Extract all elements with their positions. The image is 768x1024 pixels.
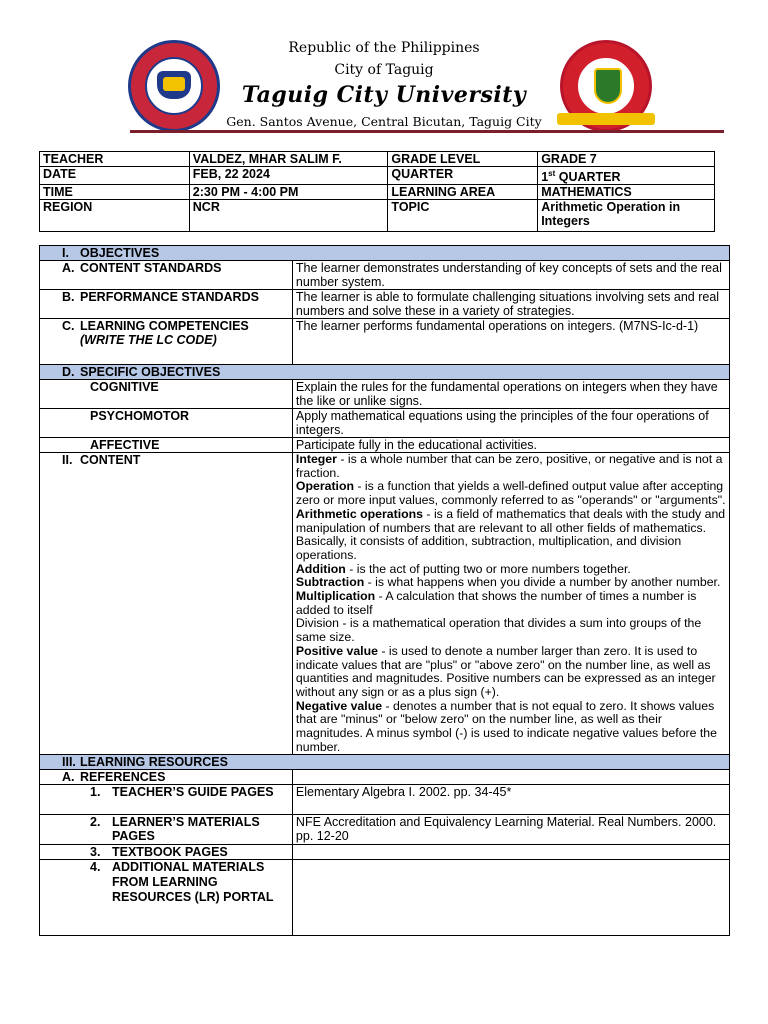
definition-item: Negative value - denotes a number that is not equal to zero. It shows values that are "minus" or "below zero" on the number line, as well as their magnitudes. A minus symbol (-) is used to indicate negative values before the number. <box>295 698 717 754</box>
cognitive-row: COGNITIVE Explain the rules for the fundamental operations on integers when they have the like or unlike signs. <box>40 380 730 409</box>
definition-item: Division - is a mathematical operation that divides a sum into groups of the same size. <box>295 616 702 645</box>
additional-materials-text <box>292 860 729 936</box>
teachers-guide-text: Elementary Algebra I. 2002. pp. 34-45* <box>292 785 729 815</box>
university-address: Gen. Santos Avenue, Central Bicutan, Taguig City <box>226 114 542 129</box>
cognitive-text: Explain the rules for the fundamental operations on integers when they have the like or unlike signs. <box>292 380 729 409</box>
document-header <box>0 0 768 140</box>
affective-row: AFFECTIVE Participate fully in the educational activities. <box>40 438 730 453</box>
content-definitions <box>292 453 729 755</box>
city-line: City of Taguig <box>334 62 434 78</box>
grade-level-value: GRADE 7 <box>538 152 715 167</box>
content-standards-row: A. CONTENT STANDARDS The learner demonstrates understanding of key concepts of sets and the real number system. <box>40 261 730 290</box>
topic-value: Arithmetic Operation in Integers <box>538 200 715 232</box>
content-standards-text: The learner demonstrates understanding of key concepts of sets and the real number system. <box>292 261 729 290</box>
objectives-row: I. OBJECTIVES <box>40 246 730 261</box>
lesson-info-table <box>39 151 715 232</box>
learning-area-value: MATHEMATICS <box>538 185 715 200</box>
time-value: 2:30 PM - 4:00 PM <box>189 185 388 200</box>
textbook-text <box>292 845 729 860</box>
taguig-city-university-seal <box>560 40 652 132</box>
definition-item: Operation - is a function that yields a well-defined output value after accepting zero or more input values, commonly referred to as "operands" or "arguments". <box>295 479 726 508</box>
learning-competencies-row: C. LEARNING COMPETENCIES (WRITE THE LC CODE) The learner performs fundamental operations on integers. (M7NS-Ic-d-1) <box>40 319 730 365</box>
learning-competencies-text: The learner performs fundamental operations on integers. (M7NS-Ic-d-1) <box>292 319 729 365</box>
teacher-label: TEACHER <box>40 152 190 167</box>
content-row: II. CONTENT Integer - is a whole number that can be zero, positive, or negative and is not a fraction. Operation - is a function that yields a well-defined output value after accepting zero or more input values, commonly referred to as "operands" or "arguments". Arithmetic operations - is a field of mathematics that deals with the study and manipulation of numbers that are relevant to all other fields of mathematics. Basically, it consists of addition, subtraction, multiplication, and division operations. Addition - is the act of putting two or more numbers together. Subtraction - is what happens when you divide a number by another number. Multiplication - A calculation that shows the number of times a number is added to itself Division - is a mathematical operation that divides a sum into groups of the same size. Positive value - is used to denote a number larger than zero. It is used to indicate values that are "plus" or "above zero" on the number line, as well as quantities and magnitudes. Positive numbers can be expressed as an integer without any sign or as a plus sign (+). Negative value - denotes a number that is not equal to zero. It shows values that are "minus" or "below zero" on the number line, as well as their magnitudes. A minus symbol (-) is used to indicate negative values before the number. <box>40 453 730 755</box>
university-name: Taguig City University <box>241 82 527 108</box>
textbook-row: 3. TEXTBOOK PAGES <box>40 845 730 860</box>
teachers-guide-row: 1. TEACHER’S GUIDE PAGES Elementary Algebra I. 2002. pp. 34-45* <box>40 785 730 815</box>
quarter-label: QUARTER <box>388 167 538 185</box>
psychomotor-row: PSYCHOMOTOR Apply mathematical equations using the principles of the four operations of integers. <box>40 409 730 438</box>
psychomotor-text: Apply mathematical equations using the principles of the four operations of integers. <box>292 409 729 438</box>
learning-resources-row: III. LEARNING RESOURCES <box>40 755 730 770</box>
info-row-time <box>40 185 715 200</box>
date-value: FEB, 22 2024 <box>189 167 388 185</box>
region-value: NCR <box>189 200 388 232</box>
affective-text: Participate fully in the educational activities. <box>292 438 729 453</box>
learning-area-label: LEARNING AREA <box>388 185 538 200</box>
header-rule <box>130 130 724 133</box>
references-row: A. REFERENCES <box>40 770 730 785</box>
info-row-date <box>40 167 715 185</box>
date-label: DATE <box>40 167 190 185</box>
topic-label: TOPIC <box>388 200 538 232</box>
definition-item: Integer - is a whole number that can be zero, positive, or negative and is not a fraction. <box>295 452 723 480</box>
specific-objectives-row: D. SPECIFIC OBJECTIVES <box>40 365 730 380</box>
republic-line: Republic of the Philippines <box>288 40 480 56</box>
time-label: TIME <box>40 185 190 200</box>
definition-item: Positive value - is used to denote a number larger than zero. It is used to indicate values that are "plus" or "above zero" on the number line, as well as quantities and magnitudes. Positive numbers can be expressed as an integer without any sign or as a plus sign (+). <box>295 643 716 699</box>
definition-item: Addition - is the act of putting two or more numbers together. <box>295 561 631 576</box>
definition-item: Multiplication - A calculation that shows the number of times a number is added to itself <box>295 589 697 617</box>
performance-standards-text: The learner is able to formulate challenging situations involving sets and real numbers and solve these in a variety of strategies. <box>292 290 729 319</box>
learners-materials-row: 2. LEARNER’S MATERIALS PAGES NFE Accreditation and Equivalency Learning Material. Real Numbers. 2000. pp. 12-20 <box>40 815 730 845</box>
quarter-value: 1st QUARTER <box>538 167 715 185</box>
region-label: REGION <box>40 200 190 232</box>
info-row-region <box>40 200 715 232</box>
grade-level-label: GRADE LEVEL <box>388 152 538 167</box>
definition-item: Arithmetic operations - is a field of mathematics that deals with the study and manipulation of numbers that are relevant to all other fields of mathematics. Basically, it consists of addition, subtraction, multiplication, and division operations. <box>295 506 726 562</box>
definition-item: Subtraction - is what happens when you divide a number by another number. <box>295 575 721 590</box>
info-row-teacher <box>40 152 715 167</box>
learners-materials-text: NFE Accreditation and Equivalency Learning Material. Real Numbers. 2000. pp. 12-20 <box>292 815 729 845</box>
performance-standards-row: B. PERFORMANCE STANDARDS The learner is able to formulate challenging situations involving sets and real numbers and solve these in a variety of strategies. <box>40 290 730 319</box>
lesson-plan-table <box>39 245 730 936</box>
teacher-value: VALDEZ, MHAR SALIM F. <box>189 152 388 167</box>
additional-materials-row: 4. ADDITIONAL MATERIALS FROM LEARNING RESOURCES (LR) PORTAL <box>40 860 730 936</box>
